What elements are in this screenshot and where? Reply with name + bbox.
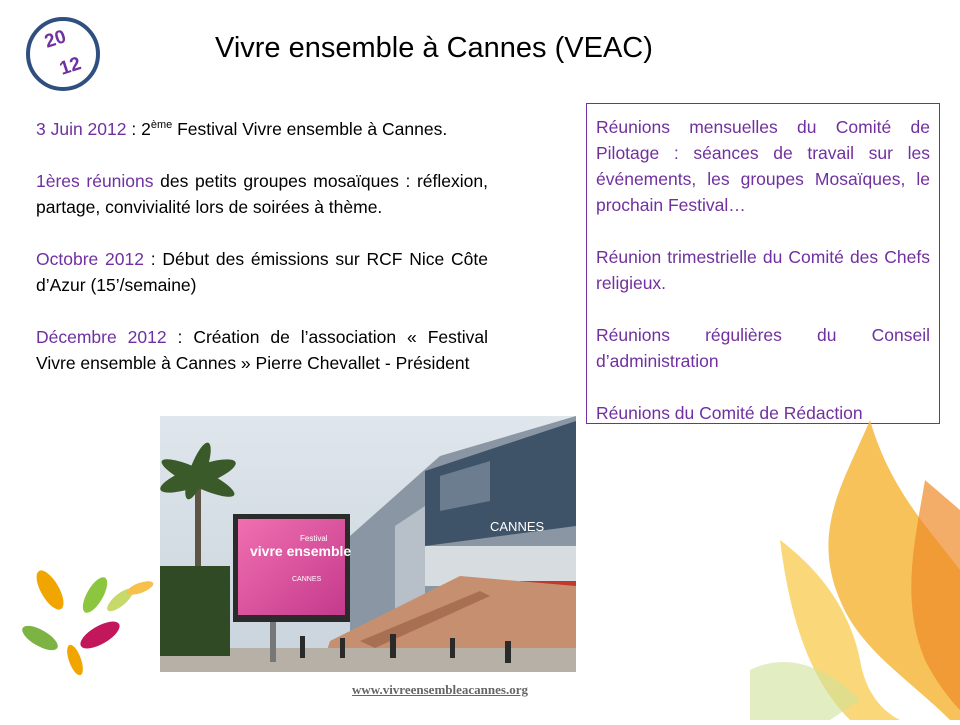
timeline-date: Octobre 2012 [36,249,144,269]
slide-title: Vivre ensemble à Cannes (VEAC) [215,32,653,64]
building-sign: CANNES [490,519,545,534]
flame-logo [750,420,960,720]
meeting-item: Réunions régulières du Conseil d’administration [596,325,930,371]
timeline-date: Décembre 2012 [36,327,167,347]
badge-year-top: 20 [42,26,69,53]
meeting-item: Réunions mensuelles du Comité de Pilotage : séances de travail sur les événements, les groupes Mosaïques, le prochain Festival… [596,117,930,215]
timeline-item-radio: Octobre 2012 : Début des émissions sur RCF Nice Côte d’Azur (15’/semaine) [36,249,488,295]
timeline-text [36,116,488,402]
timeline-item-meetings: 1ères réunions des petits groupes mosaïques : réflexion, partage, convivialité lors de soirées à thème. [36,171,488,217]
billboard-festival: Festival [300,534,328,543]
timeline-date: 3 Juin 2012 [36,119,127,139]
leaves-decoration [0,560,170,720]
badge-year-bottom: 12 [57,53,84,80]
meetings-box [586,103,940,424]
billboard-city: CANNES [292,576,322,583]
timeline-item-festival: 3 Juin 2012 : 2ème Festival Vivre ensemble à Cannes. [36,119,448,139]
festival-photo [160,416,576,672]
timeline-date: 1ères réunions [36,171,154,191]
billboard-title: vivre ensemble [250,543,352,559]
meeting-item: Réunion trimestrielle du Comité des Chefs religieux. [596,247,930,293]
meeting-item: Réunions du Comité de Rédaction [596,403,863,423]
year-badge [26,17,100,91]
website-link[interactable]: www.vivreensembleacannes.org [352,682,528,697]
timeline-item-association: Décembre 2012 : Création de l’association « Festival Vivre ensemble à Cannes » Pierre Chevallet - Président [36,327,488,373]
